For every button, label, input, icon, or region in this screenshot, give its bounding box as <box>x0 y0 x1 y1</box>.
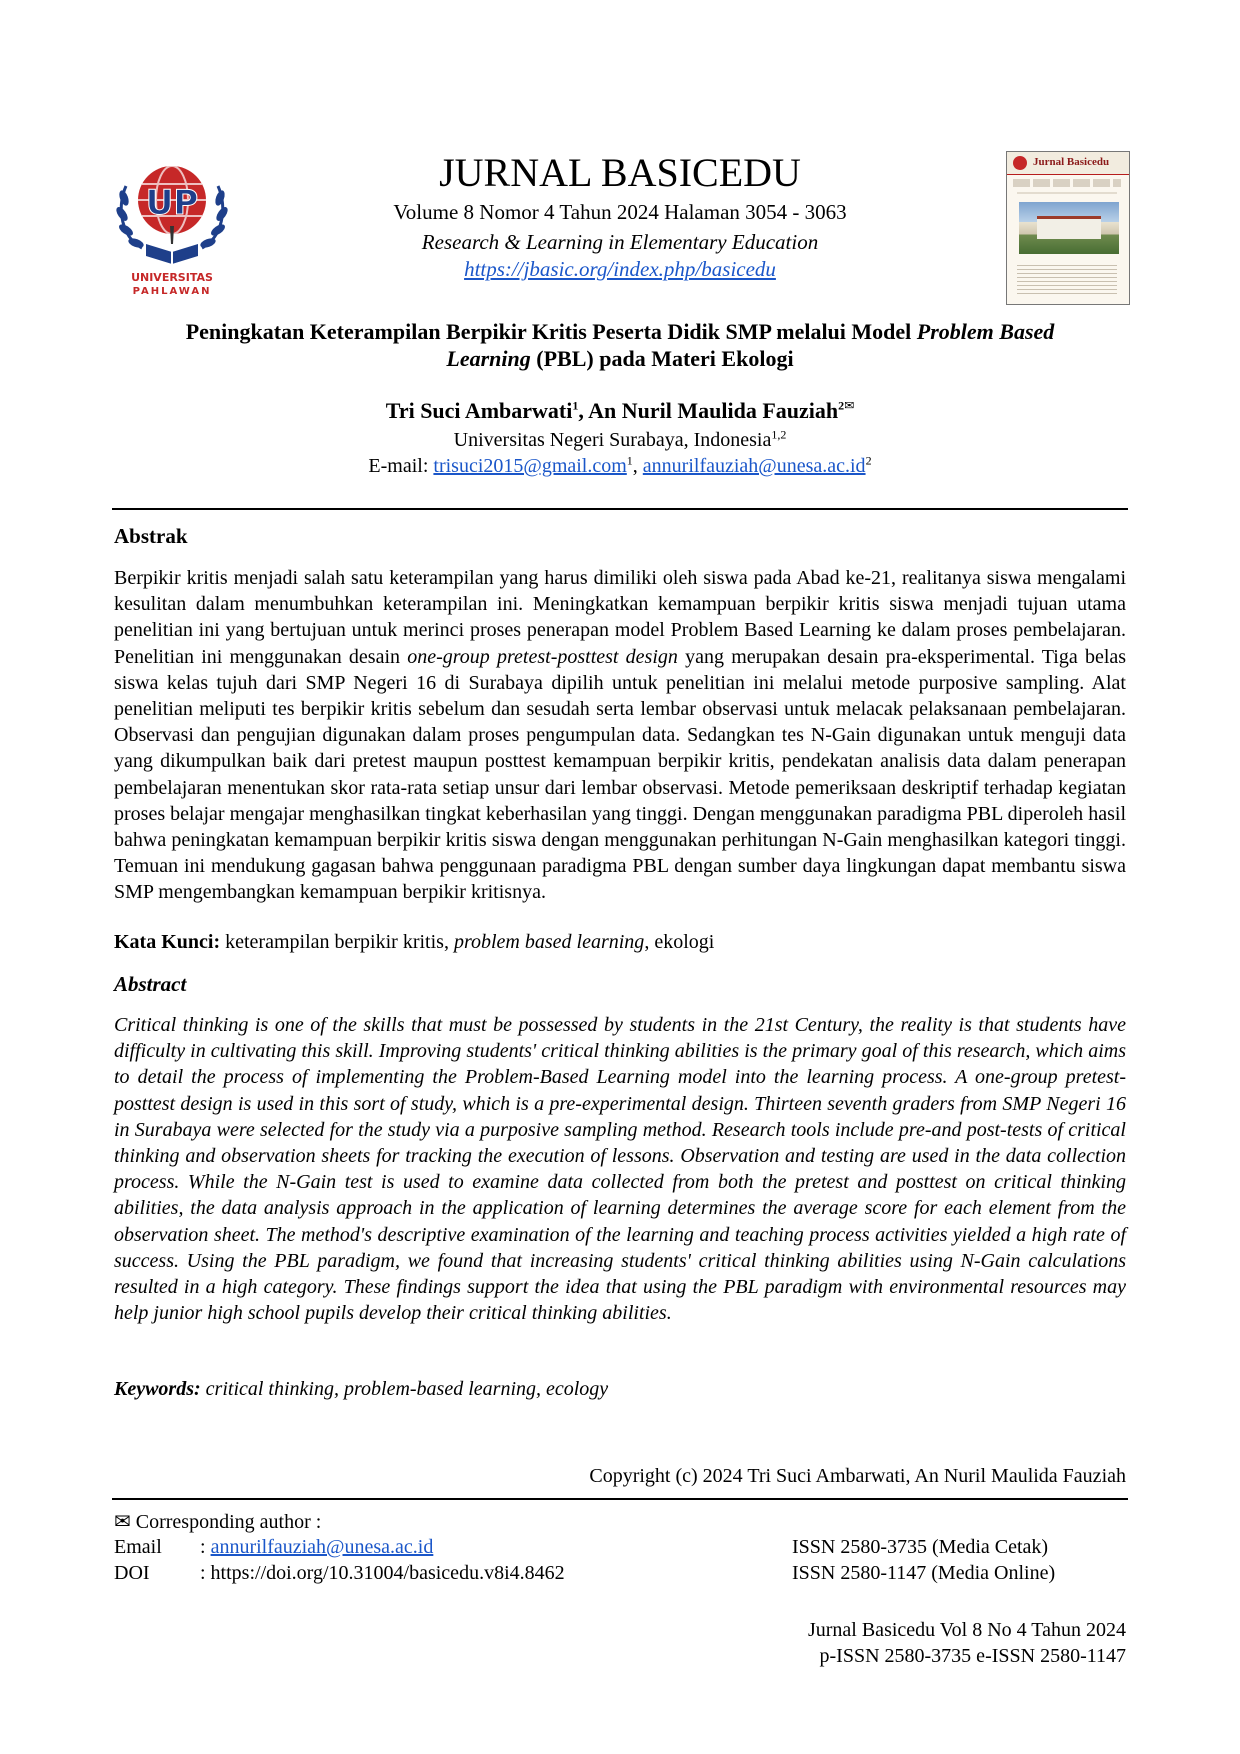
affiliation-mark: 1,2 <box>771 427 787 442</box>
envelope-icon: ✉ <box>844 398 855 413</box>
cover-seal-icon <box>1013 156 1027 170</box>
keywords-label: Keywords: <box>114 1378 201 1400</box>
corresponding-author-label: Corresponding author : <box>135 1511 322 1533</box>
doi-row <box>114 1560 565 1586</box>
svg-text:UP: UP <box>145 183 199 223</box>
abstract-heading: Abstract <box>114 972 187 996</box>
affiliation-text: Universitas Negeri Surabaya, Indonesia <box>453 429 772 451</box>
cover-header <box>1007 152 1129 175</box>
keywords <box>114 1376 1126 1402</box>
email-prefix: E-mail: <box>368 455 429 477</box>
abstrak-text-italic: one-group pretest-posttest design <box>407 645 678 668</box>
issn-online: ISSN 2580-1147 (Media Online) <box>792 1562 1056 1584</box>
email-separator: , <box>632 455 638 477</box>
footer-journal-info: Jurnal Basicedu Vol 8 No 4 Tahun 2024 <box>807 1619 1126 1641</box>
author-name-1: Tri Suci Ambarwati <box>385 398 573 423</box>
doi-value: : https://doi.org/10.31004/basicedu.v8i4.8462 <box>200 1562 565 1584</box>
keywords-text: critical thinking, problem-based learning, ecology <box>205 1378 609 1400</box>
paper-title-part2: (PBL) pada Materi Ekologi <box>536 346 794 371</box>
affiliation <box>0 428 1240 453</box>
email-2-mark: 2 <box>865 453 872 468</box>
abstract-body: Critical thinking is one of the skills that must be possessed by students in the 21st Century, the reality is that students have difficulty in cultivating this skill. Improving students' critical thinking abilities is the primary goal of this research, which aims to detail the process of implementing the Problem-Based Learning model into the learning process. A one-group pretest-posttest design is used in this sort of study, which is a pre-experimental design. Thirteen seventh graders from SMP Negeri 16 in Surabaya were selected for the study via a purposive sampling method. Research tools include pre-and post-tests of critical thinking and observation sheets for tracking the execution of lessons. Observation and testing are used in the data collection process. While the N-Gain test is used to examine data collected from both the pretest and posttest on critical thinking abilities, the data analysis approach in the application of learning determines the average score for each element from the observation sheet. The method's descriptive examination of the learning and teaching process activities yielded a high rate of success. Using the PBL paradigm, we found that increasing students' critical thinking abilities using N-Gain calculations resulted in a high category. These findings support the idea that using the PBL paradigm with environmental resources may help junior high school pupils develop their critical thinking abilities. <box>114 1014 1126 1325</box>
paper-title-part1: Peningkatan Keterampilan Berpikir Kritis Peserta Didik SMP melalui Model <box>185 319 912 344</box>
abstrak-text-part1: Berpikir kritis menjadi salah satu keterampilan yang harus dimiliki oleh siswa pada Abad ke-21, realitanya siswa mengalami kesulitan dalam menumbuhkan keterampilan ini. Meningkatkan kemampuan berpikir kritis siswa menjadi tujuan utama penelitian ini yang bertujuan untuk merinci proses penerapan model Problem Based Learning ke dalam proses pembelajaran. Penelitian ini menggunakan desain <box>114 567 1126 668</box>
cover-photo <box>1019 202 1119 254</box>
journal-volume-line: Volume 8 Nomor 4 Tahun 2024 Halaman 3054 - 3063 <box>393 200 847 224</box>
journal-url-link[interactable]: https://jbasic.org/index.php/basicedu <box>464 257 776 281</box>
svg-text:PAHLAWAN: PAHLAWAN <box>132 286 212 297</box>
copyright-notice: Copyright (c) 2024 Tri Suci Ambarwati, An Nuril Maulida Fauziah <box>589 1465 1126 1487</box>
email-1-mark: 1 <box>626 453 633 468</box>
cover-issue-info <box>1013 179 1121 187</box>
footer-issn-info: p-ISSN 2580-3735 e-ISSN 2580-1147 <box>819 1645 1126 1667</box>
kata-kunci-part1: keterampilan berpikir kritis, <box>225 931 449 953</box>
author-separator: , <box>578 398 589 423</box>
paper-title-italic2: Learning <box>446 346 531 371</box>
corresponding-email-row <box>114 1534 433 1560</box>
author-2-affiliation-number: 2 <box>838 398 845 413</box>
email-link-1[interactable]: trisuci2015@gmail.com <box>433 455 627 477</box>
journal-subtitle: Research & Learning in Elementary Education <box>421 230 819 254</box>
kata-kunci-label: Kata Kunci: <box>114 931 221 953</box>
abstrak-text-part2: yang merupakan desain pra-eksperimental. Tiga belas siswa kelas tujuh dari SMP Negeri 16 di Surabaya dipilih untuk penelitian ini melalui metode purposive sampling. Alat penelitian meliputi tes berpikir kritis sebelum dan sesudah serta lembar observasi untuk melacak pelaksanaan pembelajaran. Observasi dan pengujian digunakan dalam proses pengumpulan data. Sedangkan tes N-Gain digunakan untuk menguji data yang dikumpulkan baik dari pretest maupun posttest kemampuan berpikir kritis, pendekatan analisis data dalam penerapan pembelajaran menentukan skor rata-rata setiap unsur dari lembar observasi. Metode pemeriksaan deskriptif terhadap kegiatan proses belajar mengajar menghasilkan tingkat keberhasilan yang tinggi. Dengan menggunakan paradigma PBL diperoleh hasil bahwa peningkatan kemampuan berpikir kritis siswa dengan menggunakan perhitungan N-Gain menghasilkan kategori tinggi. Temuan ini mendukung gagasan bahwa penggunaan paradigma PBL dengan sumber daya lingkungan dapat membantu siswa SMP mengembangkan kemampuan berpikir kritisnya. <box>114 645 1127 904</box>
divider-bottom <box>112 1498 1128 1500</box>
abstrak-heading: Abstrak <box>114 524 188 548</box>
corresponding-author <box>114 1508 321 1535</box>
cover-building-icon <box>1037 216 1101 239</box>
author-name-2: An Nuril Maulida Fauziah <box>588 398 839 423</box>
journal-title: JURNAL BASICEDU <box>439 150 801 195</box>
journal-cover-image <box>1006 151 1130 305</box>
kata-kunci <box>114 929 1126 955</box>
kata-kunci-italic: problem based learning <box>453 931 645 953</box>
author-list <box>0 397 1240 425</box>
corresponding-email-link[interactable]: annurilfauziah@unesa.ac.id <box>210 1536 434 1558</box>
email-label: Email <box>114 1536 162 1558</box>
issn-print: ISSN 2580-3735 (Media Cetak) <box>792 1536 1049 1558</box>
cover-divider <box>1017 192 1117 194</box>
cover-title: Jurnal Basicedu <box>1033 156 1110 168</box>
author-1-affiliation-mark: 1 <box>572 398 579 413</box>
abstrak-body <box>114 565 1126 906</box>
svg-text:UNIVERSITAS: UNIVERSITAS <box>131 271 213 284</box>
paper-title <box>112 318 1128 372</box>
email-link-2[interactable]: annurilfauziah@unesa.ac.id <box>642 455 866 477</box>
divider-top <box>112 508 1128 510</box>
author-2-affiliation-mark <box>838 399 854 413</box>
paper-title-italic1: Problem Based <box>916 319 1055 344</box>
author-emails <box>0 454 1240 479</box>
cover-text-block <box>1017 262 1117 296</box>
doi-label: DOI <box>114 1562 150 1584</box>
kata-kunci-part2: , ekologi <box>644 931 715 953</box>
envelope-icon: ✉ <box>114 1509 131 1533</box>
email-colon: : <box>200 1536 211 1558</box>
